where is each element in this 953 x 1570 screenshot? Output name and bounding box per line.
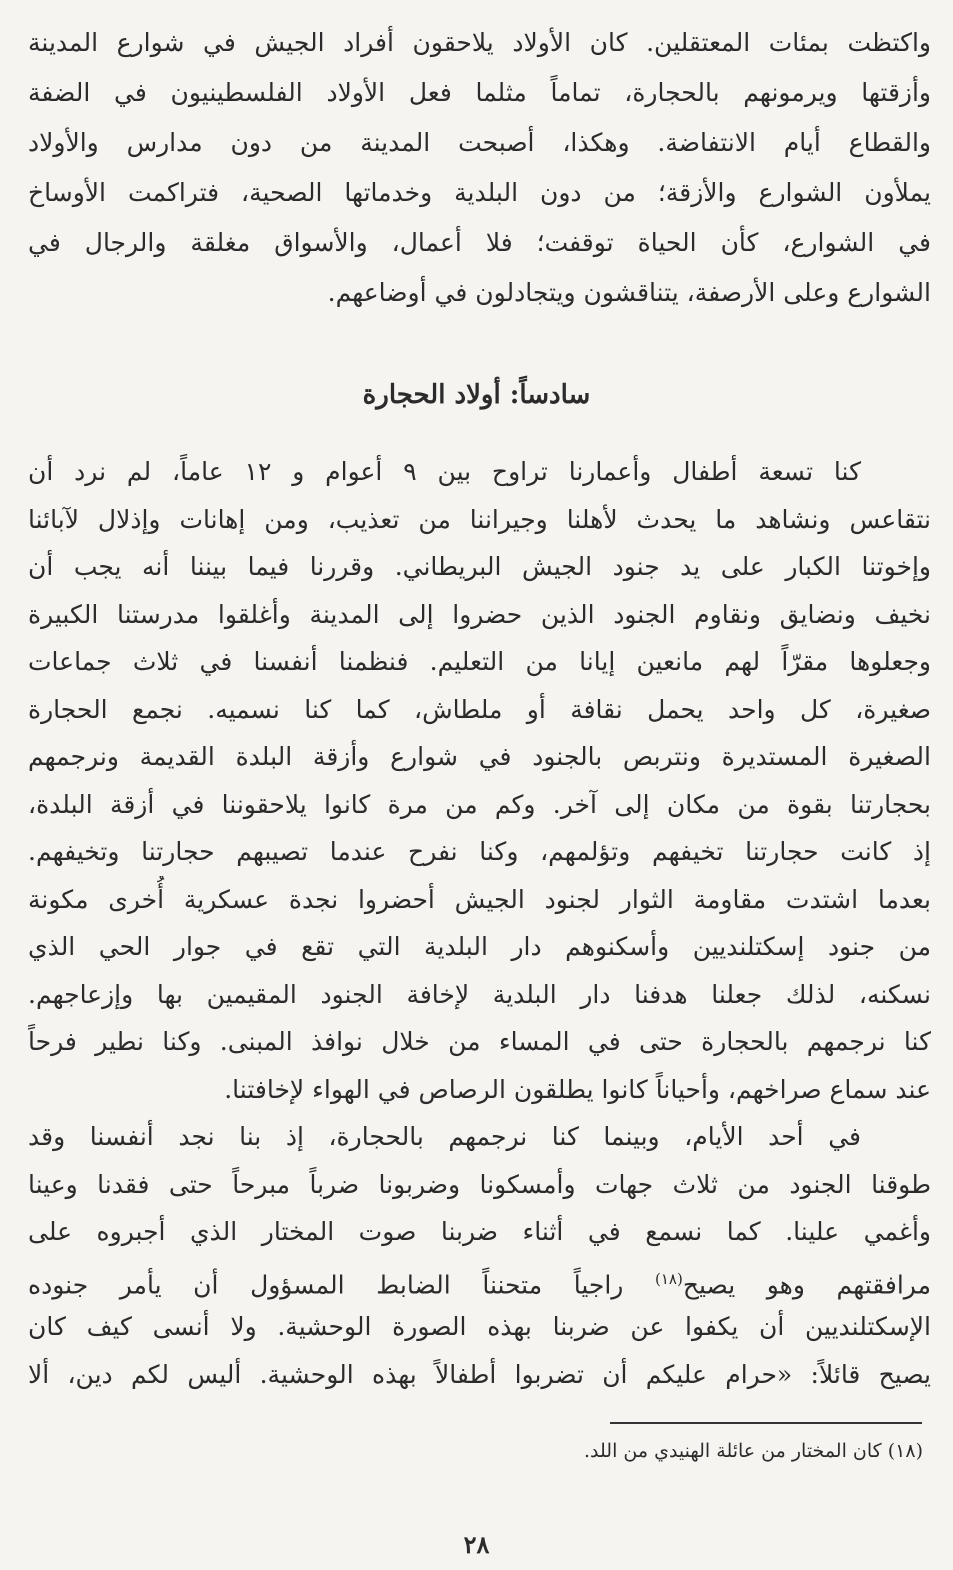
text-line: بحجارتنا بقوة من مكان إلى آخر. وكم من مرة كانوا يلاحقوننا في أزقة البلدة،	[28, 789, 931, 819]
text-line: طوقنا الجنود من ثلاث جهات وأمسكونا وضربونا ضرباً مبرحاً حتى فقدنا وعينا	[28, 1169, 931, 1199]
text-line: يملأون الشوارع والأزقة؛ من دون البلدية وخدماتها الصحية، فتراكمت الأوساخ	[28, 178, 931, 207]
text-line: عند سماع صراخهم، وأحياناً كانوا يطلقون الرصاص في الهواء لإخافتنا.	[224, 1074, 931, 1104]
text-line: في الشوارع، كأن الحياة توقفت؛ فلا أعمال، والأسواق مغلقة والرجال في	[28, 228, 931, 257]
page-number: ٢٨	[463, 1530, 490, 1559]
paragraph-1	[28, 18, 931, 318]
text-line: الإسكتلنديين أن يكفوا عن ضربنا بهذه الصورة الوحشية. ولا أنسى كيف كان	[28, 1312, 931, 1341]
text-line: وأغمي علينا. كما نسمع في أثناء ضربنا صوت المختار الذي أجبروه على	[28, 1217, 931, 1246]
text-fragment: راجياً متحنناً الضابط المسؤول أن يأمر جنوده	[28, 1269, 624, 1299]
text-line: الشوارع وعلى الأرصفة، يتناقشون ويتجادلون في أوضاعهم.	[327, 278, 931, 307]
text-line	[28, 1256, 931, 1304]
text-line: وأزقتها ويرمونهم بالحجارة، تماماً مثلما فعل الأولاد الفلسطينيون في الضفة	[28, 78, 931, 107]
text-line: إذ كانت حجارتنا تخيفهم وتؤلمهم، وكنا نفرح عندما تصيبهم حجارتنا وتخيفهم.	[28, 837, 931, 866]
text-line: من جنود إسكتلنديين وأسكنوهم دار البلدية التي تقع في جوار الحي الذي	[28, 932, 931, 961]
text-line: الصغيرة المستديرة ونتربص بالجنود في شوارع وأزقة البلدة القديمة ونرجمهم	[28, 742, 931, 771]
text-line: بعدما اشتدت مقاومة الثوار لجنود الجيش أحضروا نجدة عسكرية أُخرى مكونة	[28, 884, 931, 914]
text-line: في أحد الأيام، وبينما كنا نرجمهم بالحجارة، إذ بنا نجد أنفسنا وقد	[28, 1122, 861, 1151]
paragraph-2	[28, 448, 931, 1113]
text-line: كنا تسعة أطفال وأعمارنا تراوح بين ٩ أعوام و ١٢ عاماً، لم نرد أن	[28, 457, 861, 486]
footnote-reference: (١٨)	[654, 1269, 683, 1288]
text-line: نسكنه، لذلك جعلنا هدفنا دار البلدية لإخافة الجنود المقيمين بها وإزعاجهم.	[28, 979, 931, 1009]
text-line: والقطاع أيام الانتفاضة. وهكذا، أصبحت المدينة من دون مدارس والأولاد	[28, 128, 931, 157]
footnote: (١٨) كان المختار من عائلة الهنيدي من اللد.	[583, 1440, 923, 1462]
text-line: وإخوتنا الكبار على يد جنود الجيش البريطاني. وقررنا فيما بيننا أنه يجب أن	[28, 552, 931, 581]
text-line: كنا نرجمهم بالحجارة حتى في المساء من خلال نوافذ المبنى. وكنا نطير فرحاً	[28, 1027, 931, 1056]
text-line: نتقاعس ونشاهد ما يحدث لأهلنا وجيراننا من تعذيب، ومن إهانات وإذلال لآبائنا	[28, 504, 931, 534]
text-line: يصيح قائلاً: «حرام عليكم أن تضربوا أطفالاً بهذه الوحشية. أليس لكم دين، ألا	[28, 1359, 931, 1389]
paragraph-3	[28, 1113, 931, 1398]
text-line: واكتظت بمئات المعتقلين. كان الأولاد يلاحقون أفراد الجيش في شوارع المدينة	[28, 28, 931, 57]
text-line: وجعلوها مقرّاً لهم مانعين إيانا من التعليم. فنظمنا أنفسنا في ثلاث جماعات	[28, 647, 931, 676]
footnote-divider	[610, 1422, 922, 1424]
text-line: صغيرة، كل واحد يحمل نقافة أو ملطاش، كما كنا نسميه. نجمع الحجارة	[28, 694, 931, 724]
text-line: نخيف ونضايق ونقاوم الجنود الذين حضروا إلى المدينة وأغلقوا مدرستنا الكبيرة	[28, 599, 931, 629]
text-fragment: مرافقتهم وهو يصيح	[682, 1269, 931, 1299]
section-heading: سادساً: أولاد الحجارة	[362, 380, 591, 410]
